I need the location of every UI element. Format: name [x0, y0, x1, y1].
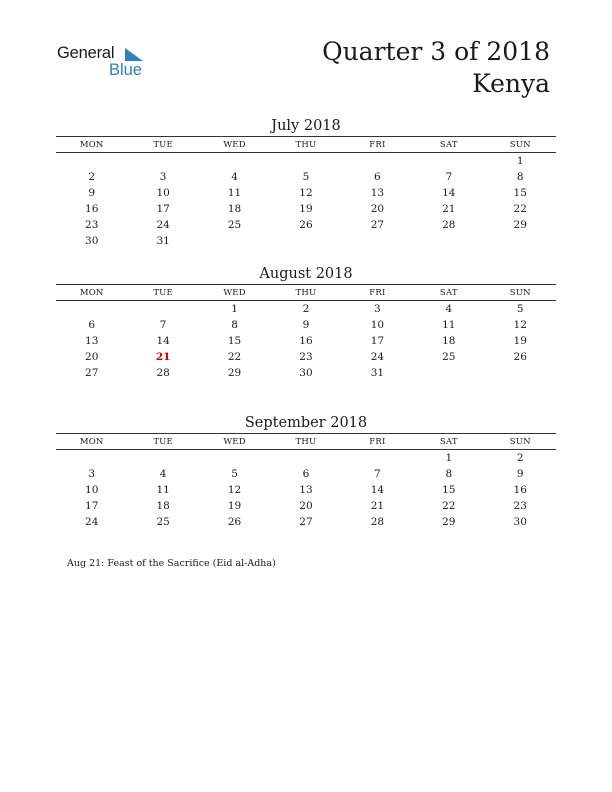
week-row	[56, 498, 556, 514]
day-cell: 13	[85, 335, 99, 347]
holiday-footnote: Aug 21: Feast of the Sacrifice (Eid al-Adha)	[67, 558, 276, 569]
day-cell: 19	[227, 500, 242, 512]
day-cell: 22	[227, 351, 242, 363]
day-cell: 7	[445, 171, 453, 183]
weekday-label: TUE	[153, 287, 173, 298]
day-cell: 24	[370, 351, 385, 363]
day-cell: 21	[370, 500, 385, 512]
day-cell: 24	[85, 516, 99, 528]
day-cell: 28	[156, 367, 170, 379]
weekday-label: WED	[223, 287, 246, 298]
day-cell: 7	[374, 468, 381, 480]
day-cell: 27	[370, 219, 385, 231]
logo-text-general: General	[57, 44, 115, 62]
day-cell: 23	[513, 500, 527, 512]
day-cell: 12	[299, 187, 313, 199]
weekday-label: MON	[79, 436, 104, 447]
day-cell: 23	[85, 219, 99, 231]
day-cell: 6	[88, 319, 96, 331]
weekday-header-row	[56, 284, 556, 301]
day-cell: 26	[299, 219, 313, 231]
weekday-label: MON	[79, 287, 104, 298]
weekday-label: SUN	[509, 436, 531, 447]
day-cell: 25	[442, 351, 456, 363]
week-row	[56, 317, 556, 333]
day-cell: 25	[227, 219, 242, 231]
week-row	[56, 466, 556, 482]
weekday-label: THU	[295, 287, 317, 298]
logo-text-blue: Blue	[109, 61, 143, 79]
day-cell: 11	[442, 319, 456, 331]
day-cell: 14	[442, 187, 456, 199]
day-cell: 8	[516, 171, 524, 183]
month-title: September 2018	[244, 415, 368, 431]
day-cell: 26	[513, 351, 527, 363]
day-cell: 13	[299, 484, 313, 496]
day-cell: 30	[85, 235, 99, 247]
day-cell: 14	[156, 335, 170, 347]
week-row	[56, 217, 556, 233]
day-cell: 4	[231, 171, 238, 183]
holiday-day: 21	[155, 351, 171, 363]
week-row	[56, 185, 556, 201]
day-cell: 27	[299, 516, 313, 528]
day-cell: 19	[513, 335, 527, 347]
day-cell: 9	[516, 468, 524, 480]
day-cell: 29	[442, 516, 456, 528]
day-cell: 16	[85, 203, 99, 215]
day-cell: 5	[516, 303, 524, 315]
day-cell: 30	[299, 367, 313, 379]
weekday-label: SAT	[439, 139, 458, 150]
day-cell: 3	[159, 171, 167, 183]
day-cell: 12	[513, 319, 527, 331]
weekday-label: THU	[295, 139, 317, 150]
month-title: July 2018	[271, 118, 341, 134]
weekday-label: SUN	[509, 139, 531, 150]
day-cell: 16	[299, 335, 313, 347]
week-row	[56, 450, 556, 466]
day-cell: 17	[156, 203, 170, 215]
day-cell: 23	[299, 351, 313, 363]
day-cell: 31	[156, 235, 170, 247]
day-cell: 15	[227, 335, 242, 347]
day-cell: 9	[302, 319, 310, 331]
weekday-label: FRI	[369, 287, 386, 298]
day-cell: 31	[370, 367, 385, 379]
day-cell: 2	[302, 303, 310, 315]
day-cell: 17	[85, 500, 99, 512]
day-cell: 4	[445, 303, 453, 315]
week-row	[56, 349, 556, 365]
day-cell: 8	[231, 319, 238, 331]
weekday-label: WED	[223, 436, 246, 447]
weekday-label: FRI	[369, 436, 386, 447]
month-calendar-july	[56, 116, 556, 249]
page-title: Quarter 3 of 2018	[322, 37, 550, 66]
week-row	[56, 201, 556, 217]
month-calendar-september	[56, 413, 556, 530]
day-cell: 1	[445, 452, 453, 464]
day-cell: 19	[299, 203, 313, 215]
day-cell: 21	[442, 203, 456, 215]
day-cell: 30	[513, 516, 527, 528]
weekday-header-row	[56, 433, 556, 450]
weekday-label: MON	[79, 139, 104, 150]
week-row	[56, 301, 556, 317]
day-cell: 20	[370, 203, 385, 215]
weekday-header-row	[56, 136, 556, 153]
day-cell: 11	[227, 187, 242, 199]
day-cell: 18	[156, 500, 170, 512]
weekday-label: SUN	[509, 287, 531, 298]
day-cell: 6	[302, 468, 310, 480]
day-cell: 22	[513, 203, 527, 215]
logo	[57, 44, 157, 84]
day-cell: 1	[516, 155, 524, 167]
day-cell: 3	[88, 468, 96, 480]
day-cell: 13	[370, 187, 385, 199]
day-cell: 15	[442, 484, 456, 496]
day-cell: 18	[442, 335, 456, 347]
day-cell: 2	[516, 452, 524, 464]
day-cell: 5	[302, 171, 310, 183]
day-cell: 4	[159, 468, 167, 480]
month-calendar-august	[56, 264, 556, 381]
day-cell: 3	[374, 303, 381, 315]
week-row	[56, 333, 556, 349]
day-cell: 16	[513, 484, 527, 496]
week-row	[56, 153, 556, 169]
day-cell: 1	[231, 303, 238, 315]
day-cell: 29	[227, 367, 242, 379]
day-cell: 8	[445, 468, 453, 480]
day-cell: 28	[442, 219, 456, 231]
weekday-label: FRI	[369, 139, 386, 150]
day-cell: 15	[513, 187, 527, 199]
weekday-label: TUE	[153, 139, 173, 150]
weekday-label: TUE	[153, 436, 173, 447]
day-cell: 9	[88, 187, 96, 199]
day-cell: 7	[159, 319, 167, 331]
week-row	[56, 233, 556, 249]
day-cell: 10	[85, 484, 99, 496]
day-cell: 14	[370, 484, 385, 496]
day-cell: 18	[227, 203, 242, 215]
week-row	[56, 365, 556, 381]
weekday-label: SAT	[439, 287, 458, 298]
day-cell: 29	[513, 219, 527, 231]
day-cell: 12	[227, 484, 242, 496]
country-name: Kenya	[472, 69, 550, 98]
day-cell: 28	[370, 516, 385, 528]
week-row	[56, 482, 556, 498]
day-cell: 26	[227, 516, 242, 528]
day-cell: 5	[231, 468, 238, 480]
weekday-label: WED	[223, 139, 246, 150]
day-cell: 6	[374, 171, 381, 183]
day-cell: 20	[85, 351, 99, 363]
day-cell: 24	[156, 219, 170, 231]
day-cell: 10	[370, 319, 385, 331]
week-row	[56, 514, 556, 530]
day-cell: 22	[442, 500, 456, 512]
day-cell: 20	[299, 500, 313, 512]
month-title: August 2018	[259, 266, 353, 282]
day-cell: 17	[370, 335, 385, 347]
weekday-label: SAT	[439, 436, 458, 447]
day-cell: 10	[156, 187, 170, 199]
day-cell: 11	[156, 484, 170, 496]
week-row	[56, 169, 556, 185]
logo-flag-icon	[123, 48, 143, 62]
day-cell: 25	[156, 516, 170, 528]
day-cell: 2	[88, 171, 96, 183]
weekday-label: THU	[295, 436, 317, 447]
day-cell: 27	[85, 367, 99, 379]
